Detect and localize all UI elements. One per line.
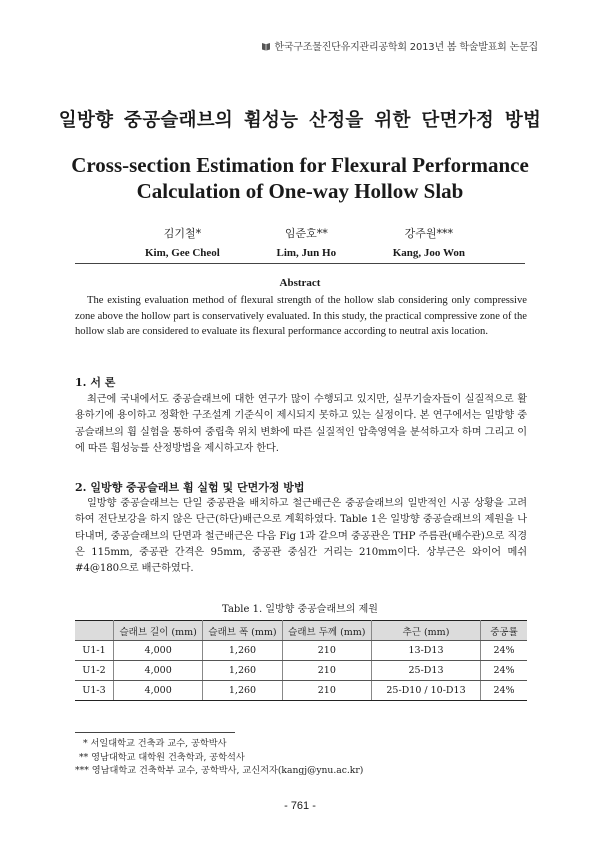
table-cell: U1-1 <box>75 641 114 661</box>
table-caption: Table 1. 일방향 중공슬래브의 제원 <box>222 604 378 615</box>
table-row <box>75 681 527 701</box>
table-cell: 25-D10 / 10-D13 <box>372 681 481 701</box>
section-1-heading: 1. 서 론 <box>75 376 116 389</box>
table-cell: 210 <box>282 661 371 681</box>
author-name-english: Lim, Jun Ho <box>276 247 337 259</box>
author-name-korean: 임준호** <box>284 227 328 240</box>
table-header-cell <box>75 621 114 641</box>
paper-title-korean: 일방향 중공슬래브의 휨성능 산정을 위한 단면가정 방법 <box>58 110 542 131</box>
table-cell: 13-D13 <box>372 641 481 661</box>
book-icon <box>261 41 271 51</box>
table-cell: 24% <box>481 641 528 661</box>
table-cell: U1-2 <box>75 661 114 681</box>
running-header <box>261 38 538 53</box>
author-1 <box>145 225 220 259</box>
paper-title-english-line1: Cross-section Estimation for Flexural Performance <box>71 153 529 177</box>
footnote-divider <box>75 732 235 733</box>
footnotes <box>75 737 363 778</box>
author-name-korean: 김기철* <box>163 227 202 240</box>
title-divider <box>75 263 525 264</box>
footnote: * 서일대학교 건축과 교수, 공학박사 <box>83 738 227 749</box>
table-cell: 24% <box>481 681 528 701</box>
table-cell: 4,000 <box>114 681 203 701</box>
table-cell: 1,260 <box>203 661 282 681</box>
footnote: ** 영남대학교 대학원 건축학과, 공학석사 <box>79 751 245 763</box>
table-cell: 24% <box>481 661 528 681</box>
author-name-english: Kang, Joo Won <box>392 247 465 259</box>
table-header-cell: 중공률 <box>481 621 528 641</box>
page-number: - 761 - <box>284 800 316 812</box>
author-name-english: Kim, Gee Cheol <box>145 247 220 259</box>
table-row <box>75 641 527 661</box>
abstract-heading: Abstract <box>279 277 321 289</box>
table-cell: 210 <box>282 681 371 701</box>
abstract-body: The existing evaluation method of flexural strength of the hollow slab considering only compressive zone above the hollow part is conservatively evaluated. In this study, the practical compressive zone of the hollow slab are considered to evaluate its flexural performance according to neutral axis location. <box>75 295 527 337</box>
footnote: *** 영남대학교 건축학부 교수, 공학박사, 교신저자(kangj@ynu.ac.kr) <box>75 765 364 776</box>
author-3 <box>393 225 465 259</box>
table-cell: 1,260 <box>203 681 282 701</box>
paper-title-english <box>0 152 600 204</box>
table-cell: 1,260 <box>203 641 282 661</box>
paper-title-english-line2: Calculation of One-way Hollow Slab <box>136 179 464 203</box>
table-cell: U1-3 <box>75 681 114 701</box>
table-header-cell: 슬래브 폭 (mm) <box>203 621 282 641</box>
author-2 <box>277 225 337 259</box>
slab-spec-table <box>75 620 527 701</box>
table-header-row <box>75 621 527 641</box>
section-2-heading: 2. 일방향 중공슬래브 휨 실험 및 단면가정 방법 <box>75 481 305 494</box>
section-2-body: 일방향 중공슬래브는 단일 중공관을 배치하고 철근배근은 중공슬래브의 일반적인 시공 상황을 고려하여 전단보강을 하지 않은 단근(하단)배근으로 계획하였다. Table 1은 일방향 중공슬래브의 제원을 나타내며, 중공슬래브의 단면과 철근배근은 다음 Fig 1과 같으며 중공관은 THP 주름관(배수관)으로 직경은 115mm, 중공관 간격은 95mm, 중공관 중심간 거리는 210mm이다. 상부근은 와이어 메쉬 #4@180으로 배근하였다. <box>75 498 527 575</box>
table-cell: 25-D13 <box>372 661 481 681</box>
table-cell: 210 <box>282 641 371 661</box>
table-header-cell: 슬래브 길이 (mm) <box>114 621 203 641</box>
section-1-body: 최근에 국내에서도 중공슬래브에 대한 연구가 많이 수행되고 있지만, 실무기술자들이 실질적으로 활용하기에 용이하고 정확한 구조설계 기준식이 제시되지 못하고 있는 실정이다. 본 연구에서는 일방향 중공슬래브의 휨 실험을 통하여 중립축 위치 변화에 따른 실질적인 압축영역을 분석하고자 하며 그리고 이에 따른 휨성능를 산정방법을 제시하고자 한다. <box>75 394 527 454</box>
table-row <box>75 661 527 681</box>
author-name-korean: 강주원*** <box>404 227 454 240</box>
running-title: 한국구조물진단유지관리공학회 2013년 봄 학술발표회 논문집 <box>274 42 538 53</box>
author-list <box>145 225 465 259</box>
table-cell: 4,000 <box>114 661 203 681</box>
table-cell: 4,000 <box>114 641 203 661</box>
table-header-cell: 슬래브 두께 (mm) <box>282 621 371 641</box>
table-header-cell: 추근 (mm) <box>372 621 481 641</box>
